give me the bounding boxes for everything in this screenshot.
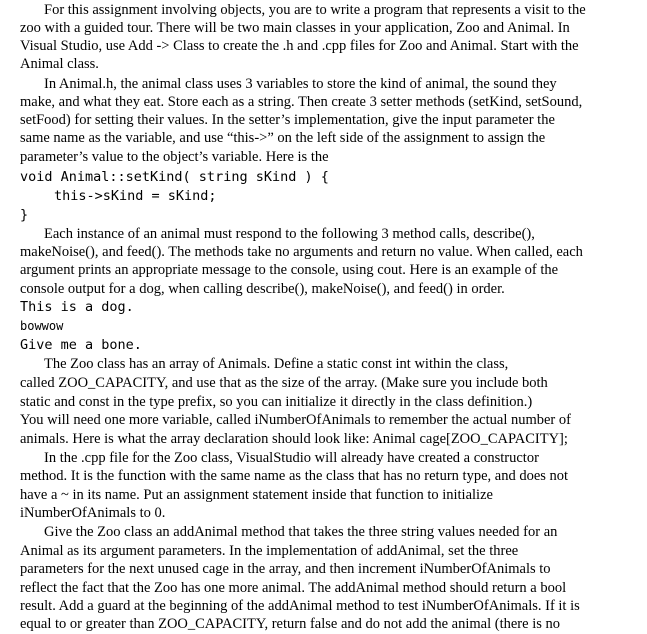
code-line: this->sKind = sKind; [54,188,217,204]
text-line: Animal class. [20,56,99,72]
text-line: For this assignment involving objects, you are to write a program that represents a visit to the [44,2,586,18]
text-line: Visual Studio, use Add -> Class to create the .h and .cpp files for Zoo and Animal. Start with the [20,38,579,54]
text-line: called ZOO_CAPACITY, and use that as the size of the array. (Make sure you include both [20,375,548,391]
text-line: Animal as its argument parameters. In the implementation of addAnimal, set the three [20,543,519,559]
text-line: static and const in the type prefix, so you can initialize it directly in the class definition.) [20,394,533,410]
text-line: setFood) for setting their values. In the setter’s implementation, give the input parameter the [20,112,555,128]
text-line: The Zoo class has an array of Animals. Define a static const int within the class, [44,356,509,372]
console-output-line: This is a dog. [20,299,134,315]
text-line: method. It is the function with the same name as the class that has no return type, and does not [20,468,569,484]
text-line: iNumberOfAnimals to 0. [20,505,166,521]
console-output-line: Give me a bone. [20,337,142,353]
code-line: } [20,207,29,223]
text-line: result. Add a guard at the beginning of the addAnimal method to test iNumberOfAnimals. If it is [20,598,580,614]
text-line: zoo with a guided tour. There will be two main classes in your application, Zoo and Animal. In [20,20,570,36]
text-line: argument prints an appropriate message to the console, using cout. Here is an example of the [20,262,559,278]
text-line: have a ~ in its name. Put an assignment statement inside that function to initialize [20,487,493,503]
text-line: You will need one more variable, called iNumberOfAnimals to remember the actual number of [20,412,571,428]
text-line: parameter’s value to the object’s variable. Here is the [20,149,329,165]
text-line: parameters for the next unused cage in the array, and then increment iNumberOfAnimals to [20,561,551,577]
text-line: In the .cpp file for the Zoo class, VisualStudio will already have created a constructor [44,450,539,466]
text-line: Give the Zoo class an addAnimal method that takes the three string values needed for an [44,524,558,540]
text-line: makeNoise(), and feed(). The methods take no arguments and return no value. When called, each [20,244,583,260]
console-output-line: bowwow [20,319,64,333]
code-line: void Animal::setKind( string sKind ) { [20,169,329,185]
text-line: Each instance of an animal must respond to the following 3 method calls, describe(), [44,226,535,242]
text-line: same name as the variable, and use “this->” on the left side of the assignment to assign the [20,130,546,146]
text-line: make, and what they eat. Store each as a string. Then create 3 setter methods (setKind, setSound, [20,94,583,110]
text-line: animals. Here is what the array declaration should look like: Animal cage[ZOO_CAPACITY]; [20,431,568,447]
text-line: console output for a dog, when calling describe(), makeNoise(), and feed() in order. [20,281,505,297]
text-line: reflect the fact that the Zoo has one more animal. The addAnimal method should return a bool [20,580,567,596]
text-line: In Animal.h, the animal class uses 3 variables to store the kind of animal, the sound they [44,76,557,92]
text-line: equal to or greater than ZOO_CAPACITY, return false and do not add the animal (there is no [20,616,560,632]
